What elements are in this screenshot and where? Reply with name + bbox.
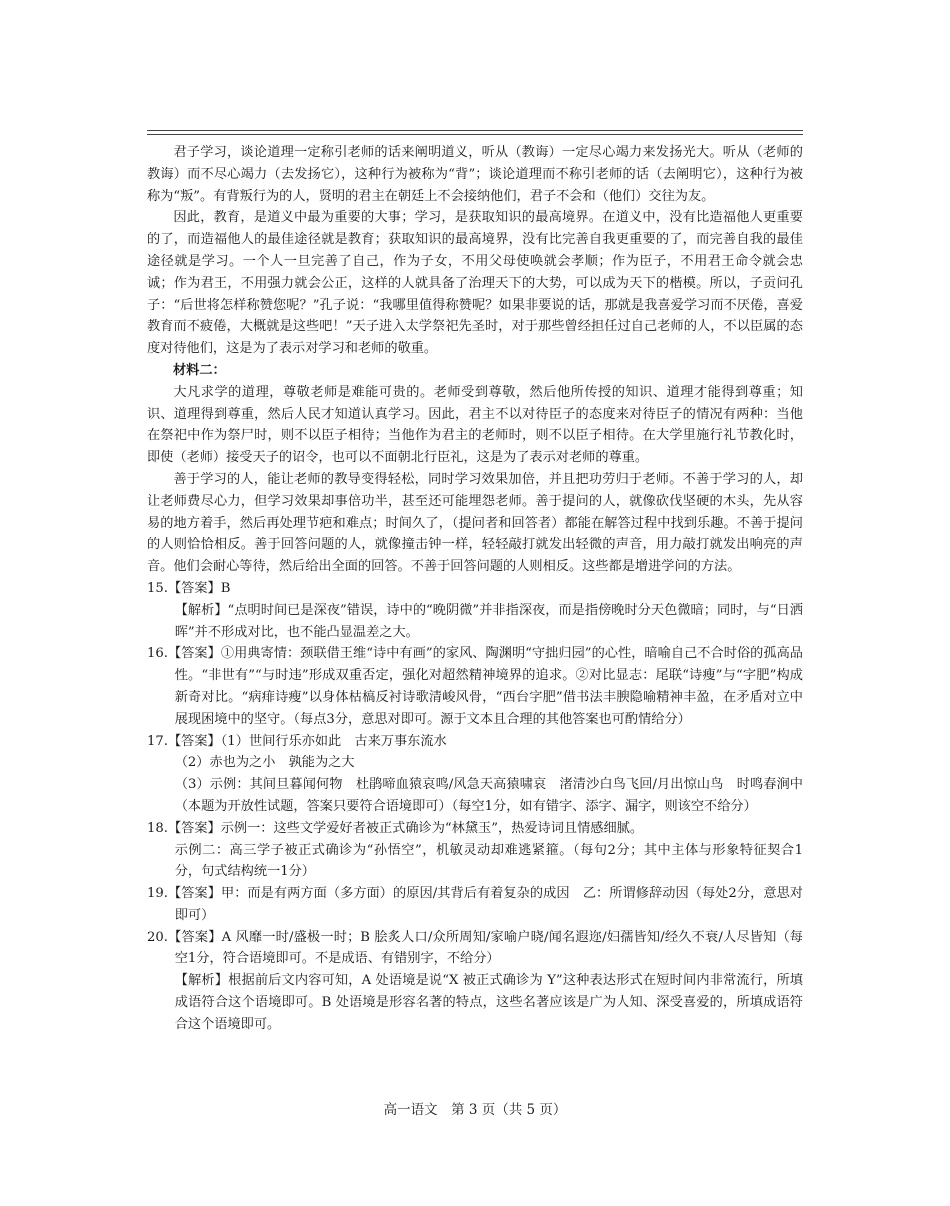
header-rule-top [147,130,803,131]
material-two-heading: 材料二： [173,362,226,378]
paragraph-translation-1: 君子学习，谈论道理一定称引老师的话来阐明道义，听从（教诲）一定尽心竭力来发扬光大。听从（老师的教诲）而不尽心竭力（去发扬它），这种行为被称为“背”；谈论道理而不称引老师的话（去阐明它），这种行为被称为“叛”。有背叛行为的人，贤明的君主在朝廷上不会接纳他们，君子不会和（他们）交往为友。 [147,145,803,204]
answer-18-example-2: 示例二：高三学子被正式确诊为“孙悟空”，机敏灵动却难逃紧箍。（每句2分；其中主体与形象特征契合1分，句式结构统一1分） [174,842,803,880]
analysis-15: 【解析】“点明时间已是深夜”错误，诗中的“晚阴微”并非指深夜，而是指傍晚时分天色微暗；同时，与“日洒晖”并不形成对比，也不能凸显温差之大。 [174,602,803,640]
answer-17-part-2: （2）赤也为之小 孰能为之大 [174,755,355,771]
answer-16: 16.【答案】①用典寄情：颈联借王维“诗中有画”的家风、陶渊明“守拙归园”的心性，暗喻自己不合时俗的孤高品性。“非世有”“与时违”形成双重否定，强化对超然精神境界的追求。②对比显志：尾联“诗瘦”与“字肥”构成新奇对比。“病痱诗瘦”以身体枯槁反衬诗歌清峻风骨，“西台字肥”借书法丰腴隐喻精神丰盈，在矛盾对立中展现困境中的坚守。（每点3分，意思对即可。源于文本且合理的其他答案也可酌情给分） [147,646,803,727]
answer-15: 15.【答案】B [147,580,231,596]
paragraph-translation-3: 大凡求学的道理，尊敬老师是难能可贵的。老师受到尊敬，然后他所传授的知识、道理才能得到尊重；知识、道理得到尊重，然后人民才知道认真学习。因此，君主不以对待臣子的态度来对待臣子的情况有两种：当他在祭祀中作为祭尸时，则不以臣子相待；当他作为君主的老师时，则不以臣子相待。在大学里施行礼节教化时，即使（老师）接受天子的诏令，也可以不面朝北行臣礼，这是为了表示对老师的尊重。 [147,384,803,466]
answer-19: 19.【答案】甲：而是有两方面（多方面）的原因/其背后有着复杂的成因 乙：所谓修辞动因（每处2分，意思对即可） [147,886,803,923]
answer-17-part-3: （3）示例：其间旦暮闻何物 杜鹃啼血猿哀鸣/风急天高猿啸哀 渚清沙白鸟飞回/月出惊山鸟 时鸣春涧中（本题为开放性试题，答案只要符合语境即可）（每空1分，如有错字、添字、漏字，则该空不给分） [174,777,803,814]
header-rule-bottom [147,134,803,135]
page-content [147,142,803,1036]
answer-20: 20.【答案】A 风靡一时/盛极一时；B 脍炙人口/众所周知/家喻户晓/闻名遐迩/妇孺皆知/经久不衰/人尽皆知（每空1分，符合语境即可。不是成语、有错别字，不给分） [147,929,803,967]
answer-17: 17.【答案】（1）世间行乐亦如此 古来万事东流水 [147,733,447,749]
page-footer: 高一语文 第 3 页（共 5 页） [383,1102,567,1118]
paragraph-translation-2: 因此，教育，是道义中最为重要的大事；学习，是获取知识的最高境界。在道义中，没有比造福他人更重要的了，而造福他人的最佳途径就是教育；获取知识的最高境界，没有比完善自我更重要的了，而完善自我的最佳途径就是学习。一个人一旦完善了自己，作为子女，不用父母使唤就会孝顺；作为臣子，不用君王命令就会忠诚；作为君王，不用强力就会公正，这样的人就具备了治理天下的大势，可以成为天下的楷模。所以，子贡问孔子：“后世将怎样称赞您呢？”孔子说：“我哪里值得称赞呢？如果非要说的话，那就是我喜爱学习而不厌倦，喜爱教育而不疲倦，大概就是这些吧！”天子进入太学祭祀先圣时，对于那些曾经担任过自己老师的人，不以臣属的态度对待他们，这是为了表示对学习和老师的敬重。 [147,210,803,357]
answer-18: 18.【答案】示例一：这些文学爱好者被正式确诊为“林黛玉”，热爱诗词且情感细腻。 [147,820,644,836]
paragraph-translation-4: 善于学习的人，能让老师的教导变得轻松，同时学习效果加倍，并且把功劳归于老师。不善于学习的人，却让老师费尽心力，但学习效果却事倍功半，甚至还可能埋怨老师。善于提问的人，就像砍伐坚硬的木头，先从容易的地方着手，然后再处理节疤和难点；时间久了，（提问者和回答者）都能在解答过程中找到乐趣。不善于提问的人则恰恰相反。善于回答问题的人，就像撞击钟一样，轻轻敲打就发出轻微的声音，用力敲打就发出响亮的声音。他们会耐心等待，然后给出全面的回答。不善于回答问题的人则相反。这些都是增进学问的方法。 [147,471,803,575]
analysis-20: 【解析】根据前后文内容可知，A 处语境是说“X 被正式确诊为 Y”这种表达形式在短时间内非常流行，所填成语符合这个语境即可。B 处语境是形容名著的特点，这些名著应该是广为人知、深受喜爱的，所填成语符合这个语境即可。 [174,973,803,1032]
